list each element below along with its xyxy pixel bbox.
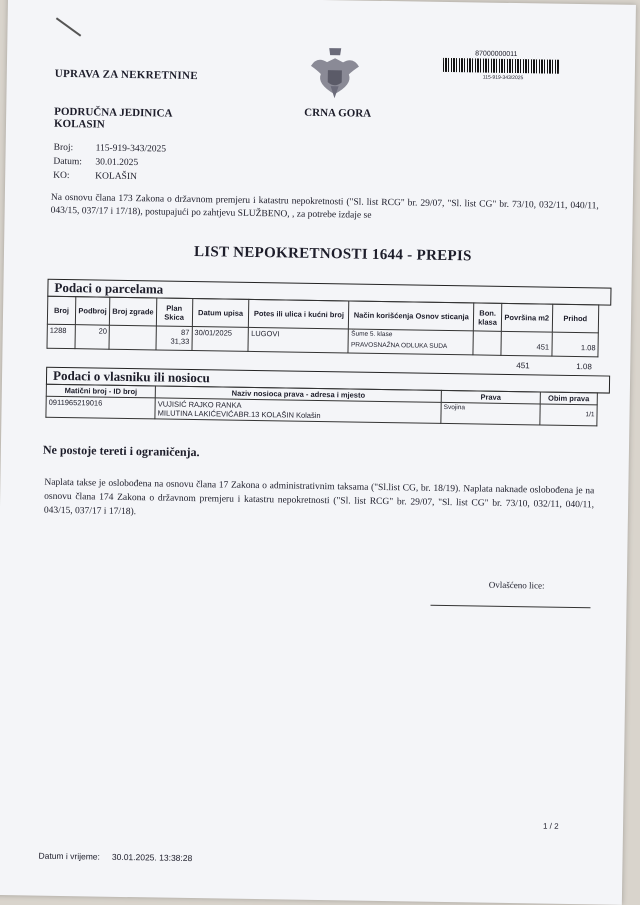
coat-of-arms-icon — [306, 44, 363, 103]
col-potes: Potes ili ulica i kućni broj — [249, 299, 349, 329]
col-prava: Prava — [441, 390, 540, 404]
cell-nacin-osnov — [348, 329, 473, 355]
col-prihod: Prihod — [552, 304, 599, 333]
barcode-number: 87000000011 — [475, 50, 518, 59]
intro-paragraph: Na osnovu člana 173 Zakona o državnom premjeru i katastru nepokretnosti ("Sl. list RCG" br. 29/07, "Sl. list CG" br. 73/10, 032/11, 040/11, 043/15, 037/17 i 17/18), postupajući po zahtjevu SLUŽBENO, , za potrebe izdaje se — [50, 192, 599, 221]
signature-label: Ovlašćeno lice: — [488, 579, 545, 591]
cell-plan: 87 — [181, 327, 190, 337]
owners-table — [45, 384, 597, 427]
cell-skica: 31,33 — [170, 336, 190, 346]
cell-datum: 30/01/2025 — [192, 326, 249, 351]
meta-datum — [53, 157, 138, 168]
footer-value: 30.01.2025. 13:38:28 — [111, 851, 193, 864]
parcels-heading: Podaci o parcelama — [47, 279, 611, 306]
staple — [56, 17, 81, 36]
col-povrsina: Površina m2 — [501, 303, 552, 332]
col-nacin: Način korišćenja Osnov sticanja — [349, 301, 474, 331]
unit-name: PODRUČNA JEDINICA — [54, 105, 173, 120]
barcode-subtext: 115-919-343/2025 — [482, 74, 524, 82]
col-plan: Plan Skica — [156, 298, 193, 327]
col-obim: Obim prava — [540, 392, 597, 405]
cell-owner-address: MILUTINA LAKIĆEVIĆABR.13 KOLAŠIN Kolašin — [157, 408, 321, 421]
col-broj: Broj — [47, 296, 75, 324]
col-datum: Datum upisa — [192, 299, 249, 328]
page-number: 1 / 2 — [542, 821, 559, 831]
cell-prava: Svojina — [441, 402, 540, 425]
authority-name: UPRAVA ZA NEKRETNINE — [54, 67, 199, 83]
cell-klasa — [473, 331, 501, 355]
document-title: LIST NEPOKRETNOSTI 1644 - PREPIS — [193, 244, 472, 265]
cell-osnov: PRAVOSNAŽNA ODLUKA SUDA — [350, 341, 448, 351]
col-podbroj: Podbroj — [75, 297, 110, 326]
footer-label: Datum i vrijeme: — [38, 850, 101, 862]
cell-nacin: Šume 5. klase — [351, 330, 393, 339]
broj-value: 115-919-343/2025 — [95, 143, 167, 155]
ko-label: KO: — [53, 170, 70, 182]
cell-prihod: 1.08 — [551, 332, 598, 357]
parcels-table — [46, 296, 599, 358]
cell-broj: 1288 — [47, 324, 75, 348]
no-burdens-statement: Ne postoje tereti i ograničenja. — [42, 442, 200, 460]
ko-value: KOLAŠIN — [95, 171, 137, 183]
cell-obim: 1/1 — [540, 404, 598, 426]
col-maticni-broj: Matični broj - ID broj — [46, 384, 155, 398]
cell-povrsina: 451 — [501, 331, 552, 356]
footer-datetime — [38, 851, 192, 863]
cell-podbroj: 20 — [75, 325, 110, 350]
unit-city: KOLASIN — [53, 117, 105, 131]
total-area: 451 — [516, 361, 530, 371]
cell-zgrada — [109, 325, 156, 350]
meta-broj — [54, 143, 167, 155]
signature-line — [430, 605, 590, 609]
cell-plan-skica — [156, 326, 192, 351]
barcode — [443, 58, 559, 74]
cell-owner — [155, 398, 441, 423]
cell-owner-name: VUJISIĆ RAJKO RANKA — [157, 399, 242, 410]
total-income: 1.08 — [576, 362, 592, 372]
col-zgrada: Broj zgrade — [110, 297, 157, 326]
owners-heading: Podaci o vlasniku ili nosiocu — [46, 367, 610, 394]
cell-potes: LUGOVI — [248, 327, 348, 353]
fee-paragraph: Naplata takse je oslobođena na osnovu člana 17 Zakona o administrativnim taksama ("Sl.list CG, br. 18/19). Naplata naknade oslobođena je na osnovu člana 174 Zakona o državnom premjeru i katastru nepokretnosti ("Sl. list RCG" br. 29/07, "Sl. list CG" br. 73/10, 032/11, 040/11, 043/15, 037/17 i 17/18). — [43, 477, 595, 518]
col-klasa: Bon. klasa — [473, 303, 501, 331]
datum-value: 30.01.2025 — [95, 157, 139, 169]
country-name: CRNA GORA — [304, 106, 372, 120]
datum-label: Datum: — [53, 156, 83, 168]
col-naziv: Naziv nosioca prava - adresa i mjesto — [155, 386, 441, 402]
broj-label: Broj: — [53, 142, 74, 154]
cell-id: 0911965219016 — [46, 396, 155, 419]
meta-ko — [53, 171, 137, 182]
